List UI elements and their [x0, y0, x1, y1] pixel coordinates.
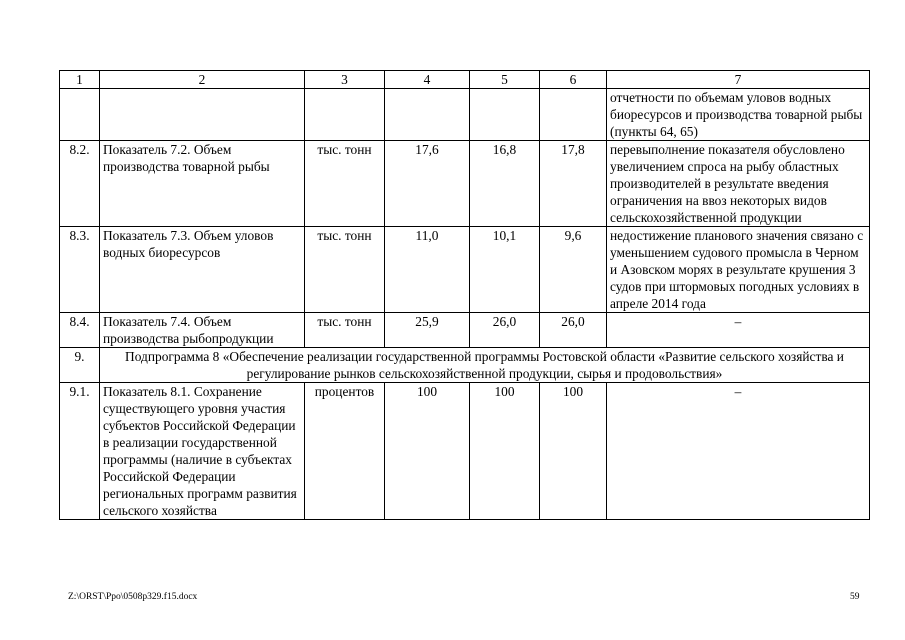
- header-col-5: 5: [470, 71, 540, 89]
- row-number: 8.4.: [60, 313, 100, 348]
- header-col-1: 1: [60, 71, 100, 89]
- subprogram-row: [60, 348, 870, 383]
- value-cell: 10,1: [470, 227, 540, 313]
- note-cell: –: [607, 383, 870, 520]
- table-row: [60, 141, 870, 227]
- data-table: [59, 70, 870, 520]
- row-number: 8.3.: [60, 227, 100, 313]
- value-cell: 17,6: [385, 141, 470, 227]
- unit-cell: тыс. тонн: [305, 313, 385, 348]
- note-cell: перевыполнение показателя обусловлено увеличением спроса на рыбу областных производителей в результате введения ограничения на ввоз некоторых видов сельскохозяйственной продукции: [607, 141, 870, 227]
- value-cell: 11,0: [385, 227, 470, 313]
- unit-cell: [305, 89, 385, 141]
- header-col-2: 2: [100, 71, 305, 89]
- value-cell: 25,9: [385, 313, 470, 348]
- header-col-6: 6: [540, 71, 607, 89]
- indicator-name: [100, 89, 305, 141]
- subprogram-title: Подпрограмма 8 «Обеспечение реализации государственной программы Ростовской области «Развитие сельского хозяйства и регулирование рынков сельскохозяйственной продукции, сырья и продовольствия»: [100, 348, 870, 383]
- row-number: 9.: [60, 348, 100, 383]
- value-cell: [385, 89, 470, 141]
- table-row: [60, 313, 870, 348]
- value-cell: 26,0: [470, 313, 540, 348]
- header-col-3: 3: [305, 71, 385, 89]
- header-col-4: 4: [385, 71, 470, 89]
- table-row: [60, 89, 870, 141]
- indicator-name: Показатель 7.3. Объем уловов водных биоресурсов: [100, 227, 305, 313]
- row-number: 9.1.: [60, 383, 100, 520]
- footer-file-path: Z:\ORST\Ppo\0508p329.f15.docx: [68, 592, 198, 602]
- indicator-name: Показатель 7.2. Объем производства товарной рыбы: [100, 141, 305, 227]
- value-cell: 26,0: [540, 313, 607, 348]
- note-cell: –: [607, 313, 870, 348]
- table-row: [60, 383, 870, 520]
- value-cell: 100: [540, 383, 607, 520]
- unit-cell: тыс. тонн: [305, 141, 385, 227]
- note-cell: отчетности по объемам уловов водных биоресурсов и производства товарной рыбы (пункты 64, 65): [607, 89, 870, 141]
- header-row: [60, 71, 870, 89]
- unit-cell: процентов: [305, 383, 385, 520]
- row-number: 8.2.: [60, 141, 100, 227]
- value-cell: [540, 89, 607, 141]
- value-cell: [470, 89, 540, 141]
- indicator-name: Показатель 8.1. Сохранение существующего уровня участия субъектов Российской Федерации в реализации государственной программы (наличие в субъектах Российской Федерации региональных программ развития сельского хозяйства: [100, 383, 305, 520]
- table-row: [60, 227, 870, 313]
- note-cell: недостижение планового значения связано с уменьшением судового промысла в Черном и Азовском морях в результате крушения 3 судов при штормовых погодных условиях в апреле 2014 года: [607, 227, 870, 313]
- page-number: 59: [850, 592, 860, 602]
- header-col-7: 7: [607, 71, 870, 89]
- value-cell: 100: [470, 383, 540, 520]
- unit-cell: тыс. тонн: [305, 227, 385, 313]
- indicator-name: Показатель 7.4. Объем производства рыбопродукции: [100, 313, 305, 348]
- value-cell: 9,6: [540, 227, 607, 313]
- value-cell: 100: [385, 383, 470, 520]
- value-cell: 17,8: [540, 141, 607, 227]
- value-cell: 16,8: [470, 141, 540, 227]
- row-number: [60, 89, 100, 141]
